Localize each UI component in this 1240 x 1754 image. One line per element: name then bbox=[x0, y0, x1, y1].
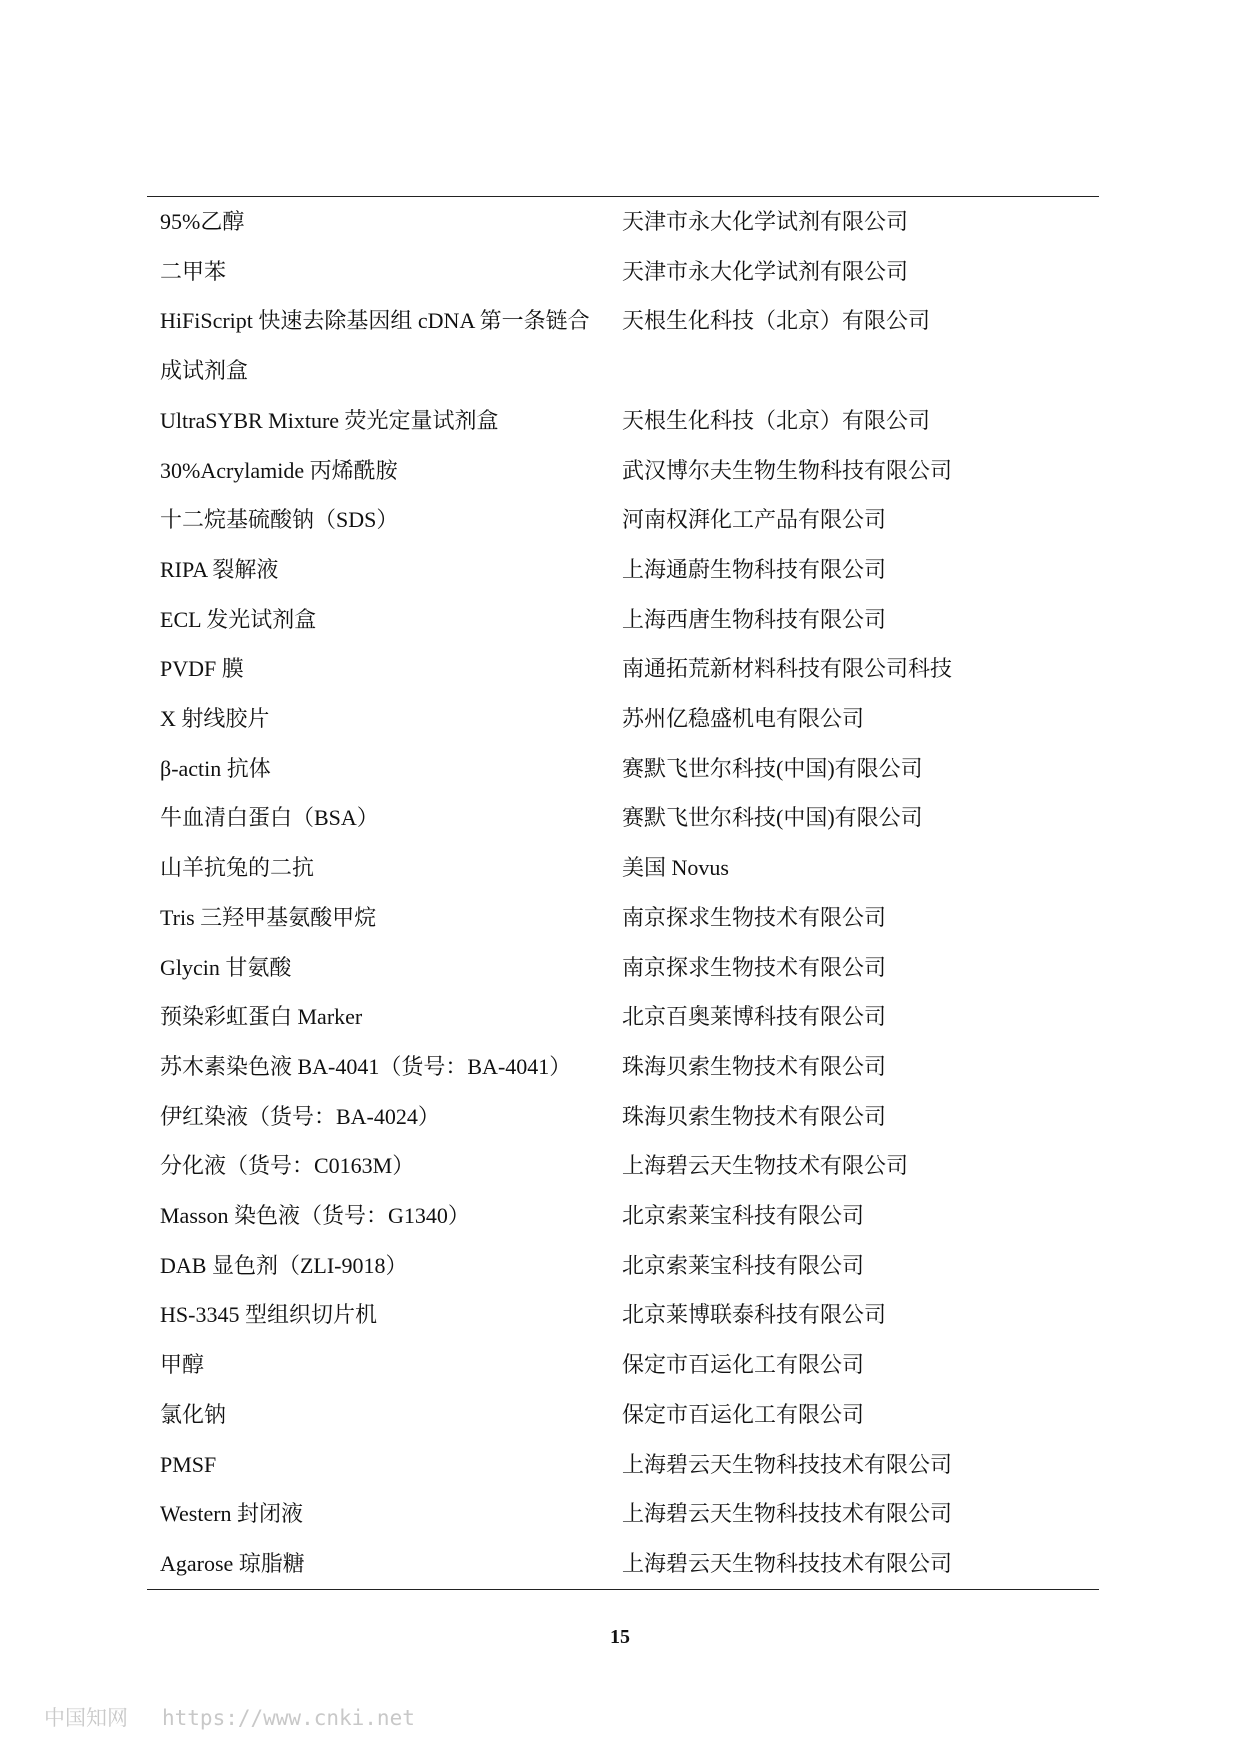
supplier-cell: 武汉博尔夫生物生物科技有限公司 bbox=[622, 457, 953, 483]
supplier-cell: 天根生化科技（北京）有限公司 bbox=[622, 407, 931, 433]
supplier-cell: 珠海贝索生物技术有限公司 bbox=[622, 1103, 887, 1129]
reagent-name-cell: PMSF bbox=[160, 1451, 217, 1477]
watermark-url: https://www.cnki.net bbox=[162, 1706, 415, 1730]
table-row bbox=[147, 893, 1099, 943]
reagent-name-cell: Masson 染色液（货号：G1340） bbox=[160, 1203, 470, 1229]
watermark-brand: 中国知网 bbox=[44, 1706, 128, 1730]
table-row bbox=[147, 1191, 1099, 1241]
table-row bbox=[147, 1042, 1099, 1092]
supplier-cell: 上海碧云天生物科技技术有限公司 bbox=[622, 1501, 953, 1527]
table-row bbox=[147, 1390, 1099, 1440]
reagent-name-cell: UltraSYBR Mixture 荧光定量试剂盒 bbox=[160, 407, 499, 433]
supplier-cell: 上海西唐生物科技有限公司 bbox=[622, 606, 887, 632]
supplier-cell: 北京索莱宝科技有限公司 bbox=[622, 1252, 865, 1278]
supplier-cell: 南通拓荒新材料科技有限公司科技 bbox=[622, 656, 953, 682]
reagent-name-cell: DAB 显色剂（ZLI-9018） bbox=[160, 1252, 408, 1278]
table-row bbox=[147, 744, 1099, 794]
supplier-cell: 天津市永大化学试剂有限公司 bbox=[622, 258, 909, 284]
reagent-name-cell: Glycin 甘氨酸 bbox=[160, 954, 292, 980]
reagent-name-cell: 苏木素染色液 BA-4041（货号：BA-4041） bbox=[160, 1053, 572, 1079]
reagent-name-cell: 伊红染液（货号：BA-4024） bbox=[160, 1103, 440, 1129]
supplier-cell: 天津市永大化学试剂有限公司 bbox=[622, 209, 909, 234]
table-row bbox=[147, 793, 1099, 843]
supplier-cell: 赛默飞世尔科技(中国)有限公司 bbox=[622, 805, 923, 831]
reagent-name-cell: 分化液（货号：C0163M） bbox=[160, 1153, 415, 1179]
supplier-cell: 天根生化科技（北京）有限公司 bbox=[622, 308, 931, 334]
supplier-cell: 南京探求生物技术有限公司 bbox=[622, 904, 887, 930]
reagent-name-cell: Agarose 琼脂糖 bbox=[160, 1550, 305, 1576]
reagent-name-cell: 95%乙醇 bbox=[160, 209, 245, 234]
reagent-name-cell: 30%Acrylamide 丙烯酰胺 bbox=[160, 457, 398, 483]
table-row bbox=[147, 495, 1099, 545]
reagent-name-cell: 氯化钠 bbox=[160, 1401, 227, 1427]
table-row bbox=[147, 1241, 1099, 1291]
table-row bbox=[147, 396, 1099, 446]
table-row bbox=[147, 943, 1099, 993]
supplier-cell: 北京莱博联泰科技有限公司 bbox=[622, 1302, 887, 1328]
supplier-cell: 上海碧云天生物技术有限公司 bbox=[622, 1153, 909, 1179]
supplier-cell: 上海碧云天生物科技技术有限公司 bbox=[622, 1451, 953, 1477]
table-row bbox=[147, 1440, 1099, 1490]
reagent-name-cell: 十二烷基硫酸钠（SDS） bbox=[160, 507, 399, 533]
reagent-name-cell: β-actin 抗体 bbox=[160, 755, 271, 781]
table-row bbox=[147, 247, 1099, 297]
reagent-name-cell: HS-3345 型组织切片机 bbox=[160, 1302, 377, 1328]
supplier-cell: 苏州亿稳盛机电有限公司 bbox=[622, 706, 865, 732]
table-row bbox=[147, 1290, 1099, 1340]
table-row bbox=[147, 1092, 1099, 1142]
table-row bbox=[147, 694, 1099, 744]
reagent-name-cell: X 射线胶片 bbox=[160, 706, 270, 732]
supplier-cell: 北京索莱宝科技有限公司 bbox=[622, 1203, 865, 1229]
supplier-cell: 保定市百运化工有限公司 bbox=[622, 1352, 865, 1378]
table-row bbox=[147, 1539, 1099, 1589]
reagent-name-cell: 二甲苯 bbox=[160, 258, 227, 284]
supplier-cell: 美国 Novus bbox=[622, 855, 729, 881]
table-row bbox=[147, 296, 1099, 346]
cnki-watermark bbox=[44, 1702, 415, 1732]
reagent-name-cell: HiFiScript 快速去除基因组 cDNA 第一条链合 bbox=[160, 308, 590, 334]
supplier-cell: 保定市百运化工有限公司 bbox=[622, 1401, 865, 1427]
table-row bbox=[147, 197, 1099, 247]
supplier-cell: 北京百奥莱博科技有限公司 bbox=[622, 1004, 887, 1030]
table-row bbox=[147, 992, 1099, 1042]
reagent-name-cell: 成试剂盒 bbox=[160, 358, 249, 384]
supplier-cell: 赛默飞世尔科技(中国)有限公司 bbox=[622, 755, 923, 781]
reagent-name-cell: 山羊抗兔的二抗 bbox=[160, 855, 315, 881]
reagent-name-cell: PVDF 膜 bbox=[160, 656, 244, 682]
table-row bbox=[147, 1141, 1099, 1191]
supplier-cell: 上海碧云天生物科技技术有限公司 bbox=[622, 1550, 953, 1576]
table-row bbox=[147, 545, 1099, 595]
table-row bbox=[147, 446, 1099, 496]
reagent-name-cell: Western 封闭液 bbox=[160, 1501, 304, 1527]
table-row bbox=[147, 1340, 1099, 1390]
reagent-name-cell: RIPA 裂解液 bbox=[160, 556, 279, 582]
table-row bbox=[147, 346, 1099, 396]
table-row bbox=[147, 644, 1099, 694]
page-number: 15 bbox=[610, 1626, 630, 1648]
reagent-name-cell: ECL 发光试剂盒 bbox=[160, 606, 317, 632]
reagent-name-cell: Tris 三羟甲基氨酸甲烷 bbox=[160, 904, 377, 930]
reagent-name-cell: 牛血清白蛋白（BSA） bbox=[160, 805, 379, 831]
reagent-supplier-table bbox=[147, 196, 1099, 1590]
supplier-cell: 上海通蔚生物科技有限公司 bbox=[622, 556, 887, 582]
supplier-cell: 南京探求生物技术有限公司 bbox=[622, 954, 887, 980]
table-row bbox=[147, 843, 1099, 893]
reagent-name-cell: 甲醇 bbox=[160, 1352, 205, 1378]
supplier-cell: 珠海贝索生物技术有限公司 bbox=[622, 1053, 887, 1079]
table-row bbox=[147, 595, 1099, 645]
table-row bbox=[147, 1489, 1099, 1539]
reagent-name-cell: 预染彩虹蛋白 Marker bbox=[160, 1004, 363, 1030]
supplier-cell: 河南权湃化工产品有限公司 bbox=[622, 507, 887, 533]
